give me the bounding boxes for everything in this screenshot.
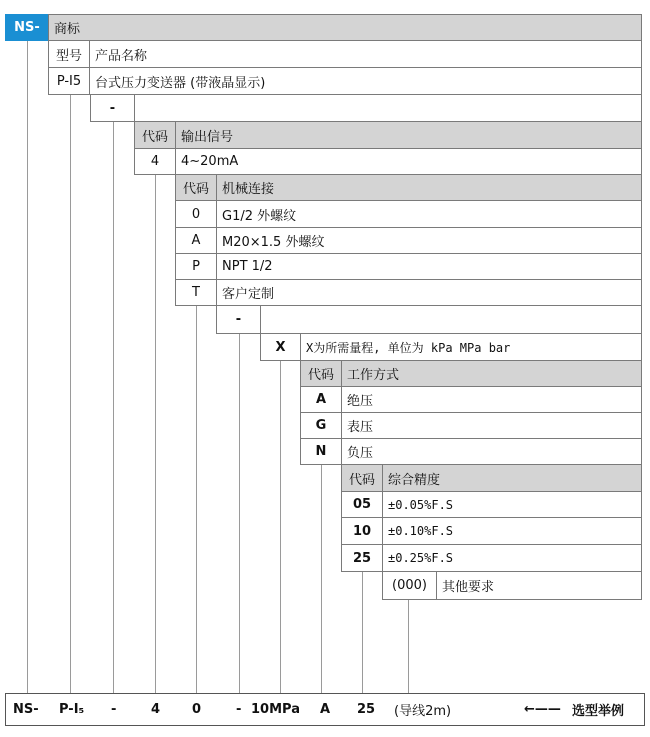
connector-line (70, 95, 71, 693)
accuracy-code-header: 代码 (341, 464, 383, 492)
accuracy-name: ±0.10%F.S (382, 517, 642, 545)
connector-line (27, 41, 28, 693)
example-note: (导线2m) (394, 704, 452, 719)
output-code: 4 (134, 148, 176, 175)
mech-name: G1/2 外螺纹 (216, 200, 642, 228)
mech-code: T (175, 279, 217, 306)
mode-code: G (300, 412, 342, 439)
mode-name: 绝压 (341, 386, 642, 413)
accuracy-name: ±0.25%F.S (382, 544, 642, 572)
accuracy-name-header: 综合精度 (382, 464, 642, 492)
connector-line (408, 599, 409, 693)
output-code-header: 代码 (134, 121, 176, 149)
mode-code: A (300, 386, 342, 413)
example-item: 10MPa (251, 702, 300, 717)
mech-name: 客户定制 (216, 279, 642, 306)
example-item: P-I₅ (59, 702, 85, 717)
range-code: X (260, 333, 301, 361)
output-name-header: 输出信号 (175, 121, 642, 149)
connector-line (155, 174, 156, 693)
mech-name: NPT 1/2 (216, 253, 642, 280)
example-label: 选型举例 (572, 704, 625, 719)
accuracy-code: 05 (341, 491, 383, 518)
range-description: X为所需量程, 单位为 kPa MPa bar (300, 333, 642, 361)
model-name: 台式压力变送器 (带液晶显示) (89, 67, 642, 95)
separator-row (260, 305, 642, 334)
accuracy-name: ±0.05%F.S (382, 491, 642, 518)
accuracy-code: 25 (341, 544, 383, 572)
example-item: A (320, 702, 331, 717)
connector-line (280, 360, 281, 693)
connector-line (321, 463, 322, 693)
mech-code: 0 (175, 200, 217, 228)
mode-code: N (300, 438, 342, 465)
other-code: (000) (382, 571, 437, 600)
mech-code-header: 代码 (175, 174, 217, 201)
mech-code: A (175, 227, 217, 254)
other-name: 其他要求 (436, 571, 642, 600)
connector-line (113, 121, 114, 693)
selection-example-bar (5, 693, 645, 726)
example-item: 0 (192, 702, 202, 717)
mech-code: P (175, 253, 217, 280)
mode-name: 负压 (341, 438, 642, 465)
example-item: 4 (151, 702, 161, 717)
separator-row (134, 94, 642, 122)
accuracy-code: 10 (341, 517, 383, 545)
brand-badge: NS- (5, 14, 49, 41)
connector-line (239, 333, 240, 693)
separator-dash: - (90, 94, 135, 122)
mode-name: 表压 (341, 412, 642, 439)
example-item: - (111, 702, 117, 717)
example-item: NS- (13, 702, 39, 717)
mode-code-header: 代码 (300, 360, 342, 387)
connector-line (362, 572, 363, 693)
example-item: 25 (357, 702, 376, 717)
separator-dash: - (216, 305, 261, 334)
model-name-header: 产品名称 (89, 40, 642, 68)
mech-name: M20×1.5 外螺纹 (216, 227, 642, 254)
example-item: - (236, 702, 242, 717)
mode-name-header: 工作方式 (341, 360, 642, 387)
brand-header: 商标 (48, 14, 642, 41)
model-code: P-I5 (48, 67, 90, 95)
connector-line (196, 305, 197, 693)
arrow-left-icon: ←—— (524, 702, 561, 717)
mech-name-header: 机械连接 (216, 174, 642, 201)
output-name: 4~20mA (175, 148, 642, 175)
model-code-header: 型号 (48, 40, 90, 68)
